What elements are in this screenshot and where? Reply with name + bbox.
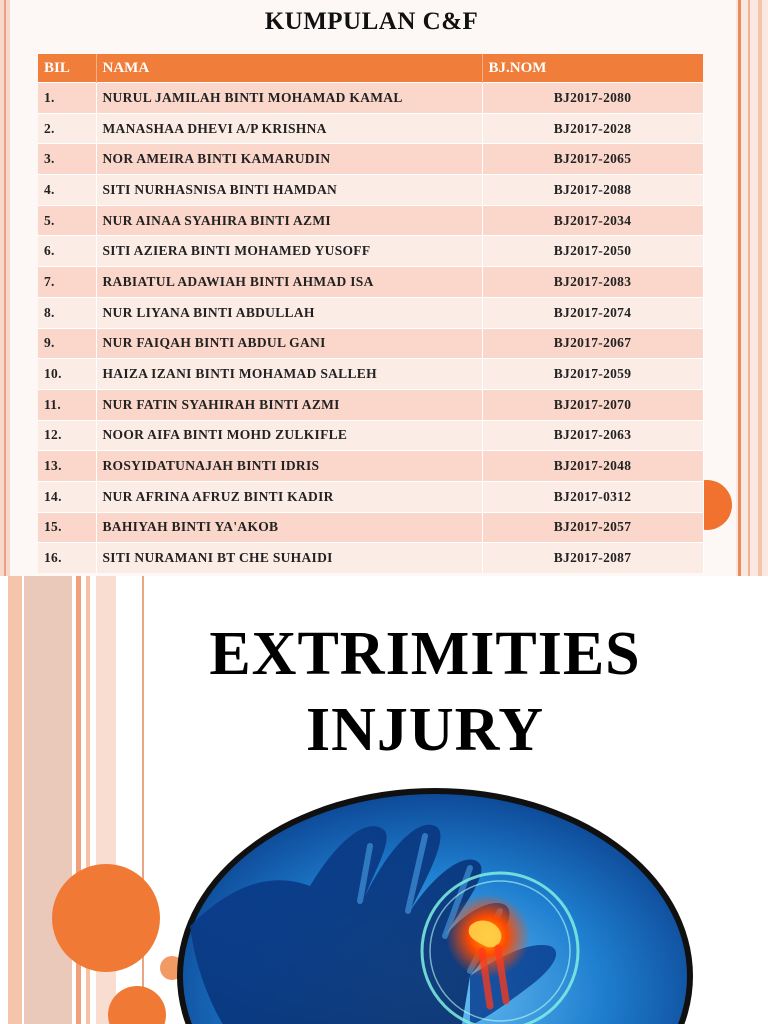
member-id: BJ2017-2083 xyxy=(482,267,703,298)
member-name: ROSYIDATUNAJAH BINTI IDRIS xyxy=(96,451,482,482)
table-row xyxy=(38,481,703,512)
member-id: BJ2017-2074 xyxy=(482,297,703,328)
row-number: 13. xyxy=(38,451,96,482)
row-number: 15. xyxy=(38,512,96,543)
member-name: NUR AFRINA AFRUZ BINTI KADIR xyxy=(96,481,482,512)
row-number: 16. xyxy=(38,543,96,573)
table-row xyxy=(38,389,703,420)
row-number: 3. xyxy=(38,144,96,175)
table-row xyxy=(38,420,703,451)
member-name: RABIATUL ADAWIAH BINTI AHMAD ISA xyxy=(96,267,482,298)
decor-right-line xyxy=(758,0,762,576)
member-table xyxy=(38,54,704,573)
presentation-title xyxy=(160,616,690,768)
title-line-1: EXTRIMITIES xyxy=(209,620,641,688)
member-id: BJ2017-2087 xyxy=(482,543,703,573)
decor-left-band xyxy=(8,576,22,1024)
member-id: BJ2017-2057 xyxy=(482,512,703,543)
column-header-bjnom: BJ.NOM xyxy=(482,54,703,83)
member-id: BJ2017-2088 xyxy=(482,175,703,206)
decor-right-line xyxy=(738,0,741,576)
table-row xyxy=(38,113,703,144)
decor-right-line xyxy=(748,0,750,576)
column-header-nama: NAMA xyxy=(96,54,482,83)
member-name: NOR AMEIRA BINTI KAMARUDIN xyxy=(96,144,482,175)
row-number: 5. xyxy=(38,205,96,236)
row-number: 11. xyxy=(38,389,96,420)
table-row xyxy=(38,297,703,328)
member-name: NOOR AIFA BINTI MOHD ZULKIFLE xyxy=(96,420,482,451)
table-row xyxy=(38,543,703,573)
member-name: SITI NURHASNISA BINTI HAMDAN xyxy=(96,175,482,206)
table-row xyxy=(38,512,703,543)
table-row xyxy=(38,328,703,359)
table-row xyxy=(38,175,703,206)
member-id: BJ2017-2059 xyxy=(482,359,703,390)
table-row xyxy=(38,451,703,482)
title-line-2: INJURY xyxy=(305,696,545,764)
table-row xyxy=(38,144,703,175)
hand-xray-illustration xyxy=(170,776,700,1024)
table-row xyxy=(38,83,703,114)
member-name: NUR LIYANA BINTI ABDULLAH xyxy=(96,297,482,328)
decor-left-line xyxy=(4,0,6,576)
row-number: 9. xyxy=(38,328,96,359)
member-id: BJ2017-2050 xyxy=(482,236,703,267)
member-id: BJ2017-2070 xyxy=(482,389,703,420)
member-name: HAIZA IZANI BINTI MOHAMAD SALLEH xyxy=(96,359,482,390)
slide-title: KUMPULAN C&F xyxy=(264,8,479,35)
table-row xyxy=(38,236,703,267)
row-number: 1. xyxy=(38,83,96,114)
decor-orange-circle xyxy=(108,986,166,1024)
member-id: BJ2017-2034 xyxy=(482,205,703,236)
member-name: SITI NURAMANI BT CHE SUHAIDI xyxy=(96,543,482,573)
row-number: 10. xyxy=(38,359,96,390)
row-number: 7. xyxy=(38,267,96,298)
member-name: NURUL JAMILAH BINTI MOHAMAD KAMAL xyxy=(96,83,482,114)
member-id: BJ2017-2063 xyxy=(482,420,703,451)
member-name: NUR AINAA SYAHIRA BINTI AZMI xyxy=(96,205,482,236)
member-name: MANASHAA DHEVI A/P KRISHNA xyxy=(96,113,482,144)
table-row xyxy=(38,359,703,390)
decor-orange-circle xyxy=(52,864,160,972)
slide-title-page xyxy=(0,576,768,1024)
member-name: NUR FAIQAH BINTI ABDUL GANI xyxy=(96,328,482,359)
member-id: BJ2017-2048 xyxy=(482,451,703,482)
row-number: 8. xyxy=(38,297,96,328)
member-name: NUR FATIN SYAHIRAH BINTI AZMI xyxy=(96,389,482,420)
member-name: BAHIYAH BINTI YA'AKOB xyxy=(96,512,482,543)
member-id: BJ2017-2028 xyxy=(482,113,703,144)
table-row xyxy=(38,267,703,298)
row-number: 6. xyxy=(38,236,96,267)
member-id: BJ2017-2065 xyxy=(482,144,703,175)
row-number: 4. xyxy=(38,175,96,206)
member-id: BJ2017-0312 xyxy=(482,481,703,512)
row-number: 2. xyxy=(38,113,96,144)
member-id: BJ2017-2080 xyxy=(482,83,703,114)
decor-left-band xyxy=(24,576,72,1024)
row-number: 12. xyxy=(38,420,96,451)
member-id: BJ2017-2067 xyxy=(482,328,703,359)
table-header-row xyxy=(38,54,703,83)
member-name: SITI AZIERA BINTI MOHAMED YUSOFF xyxy=(96,236,482,267)
table-row xyxy=(38,205,703,236)
column-header-bil: BIL xyxy=(38,54,96,83)
row-number: 14. xyxy=(38,481,96,512)
